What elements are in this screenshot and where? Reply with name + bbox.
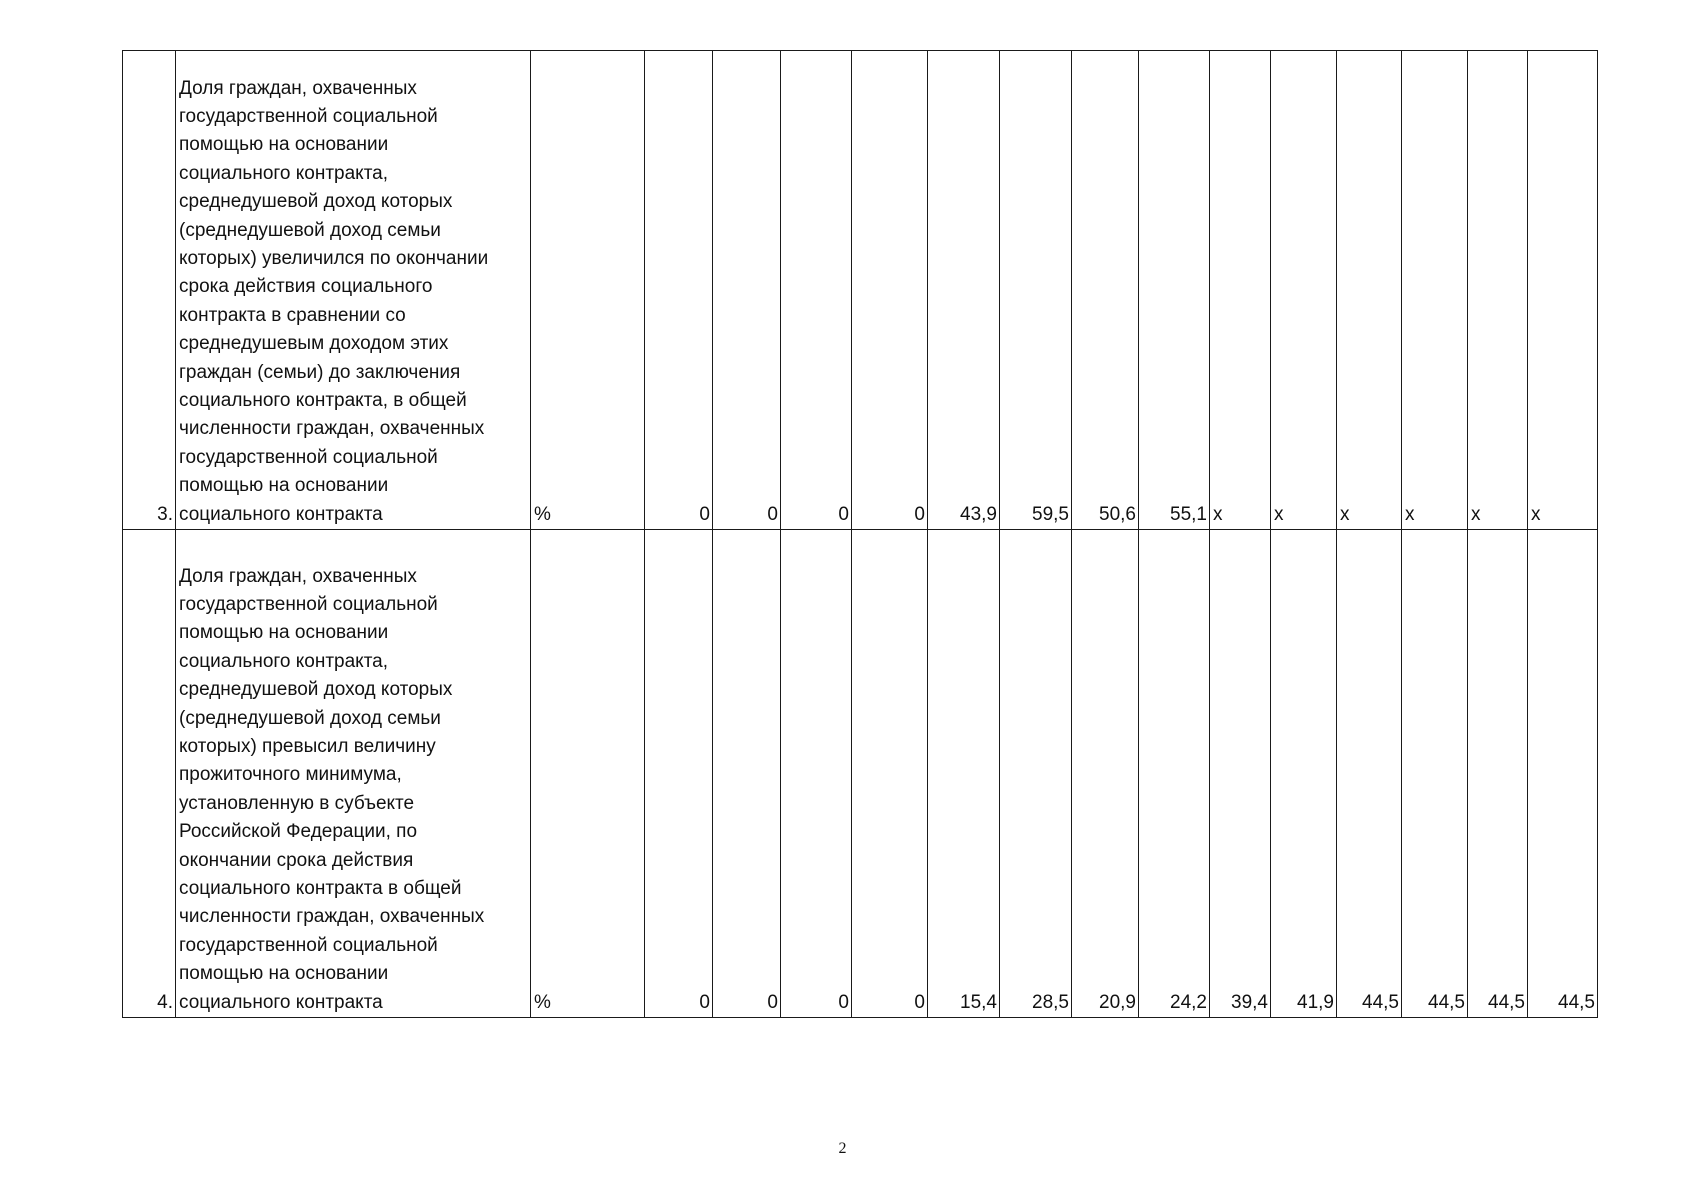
table-row xyxy=(123,530,1598,1018)
unit-cell: % xyxy=(531,51,645,530)
value-cell: 0 xyxy=(852,530,928,1018)
indicator-name-line: государственной социальной xyxy=(179,593,438,615)
value-cell: 44,5 xyxy=(1402,530,1468,1018)
value-cell: x xyxy=(1528,51,1598,530)
indicator-name-line: которых) превысил величину xyxy=(179,735,436,757)
value-cell: 44,5 xyxy=(1528,530,1598,1018)
indicator-name-line: помощью на основании xyxy=(179,622,389,644)
value-cell: x xyxy=(1271,51,1337,530)
indicator-table xyxy=(122,50,1598,1018)
row-number: 3. xyxy=(123,51,176,530)
unit-cell: % xyxy=(531,530,645,1018)
indicator-name-line: численности граждан, охваченных xyxy=(179,906,485,928)
indicator-name-line: граждан (семьи) до заключения xyxy=(179,361,461,383)
value-cell: x xyxy=(1402,51,1468,530)
row-number: 4. xyxy=(123,530,176,1018)
value-cell: 0 xyxy=(781,530,852,1018)
indicator-name-line: государственной социальной xyxy=(179,105,438,127)
value-cell: 0 xyxy=(852,51,928,530)
value-cell: 20,9 xyxy=(1072,530,1139,1018)
value-cell: 44,5 xyxy=(1337,530,1402,1018)
value-cell: 44,5 xyxy=(1468,530,1528,1018)
value-cell: 59,5 xyxy=(1000,51,1072,530)
value-cell: 0 xyxy=(645,530,713,1018)
indicator-name-line: Доля граждан, охваченных xyxy=(179,77,417,99)
value-cell: 0 xyxy=(713,51,781,530)
indicator-name-line: среднедушевой доход которых xyxy=(179,191,453,213)
indicator-name-line: государственной социальной xyxy=(179,934,438,956)
value-cell: 15,4 xyxy=(928,530,1000,1018)
indicator-name-line: среднедушевым доходом этих xyxy=(179,333,449,355)
value-cell: 28,5 xyxy=(1000,530,1072,1018)
indicator-name-line: среднедушевой доход которых xyxy=(179,679,453,701)
page-number: 2 xyxy=(838,1140,847,1157)
indicator-name-line: помощью на основании xyxy=(179,134,389,156)
indicator-name-line: срока действия социального xyxy=(179,276,433,298)
indicator-name-line: которых) увеличился по окончании xyxy=(179,247,489,269)
indicator-name-line: прожиточного минимума, xyxy=(179,764,402,786)
value-cell: x xyxy=(1468,51,1528,530)
indicator-name-line: (среднедушевой доход семьи xyxy=(179,707,441,729)
indicator-name-line: помощью на основании xyxy=(179,963,389,985)
indicator-name-line: помощью на основании xyxy=(179,475,389,497)
indicator-name-line: установленную в субъекте xyxy=(179,792,415,814)
value-cell: 39,4 xyxy=(1210,530,1271,1018)
value-cell: x xyxy=(1337,51,1402,530)
indicator-name xyxy=(176,530,531,1018)
value-cell: 0 xyxy=(781,51,852,530)
indicator-name-line: социального контракта в общей xyxy=(179,877,462,899)
value-cell: 0 xyxy=(713,530,781,1018)
table-row xyxy=(123,51,1598,530)
value-cell: 0 xyxy=(645,51,713,530)
value-cell: 41,9 xyxy=(1271,530,1337,1018)
value-cell: 50,6 xyxy=(1072,51,1139,530)
indicator-name xyxy=(176,51,531,530)
indicator-name-line: численности граждан, охваченных xyxy=(179,418,485,440)
value-cell: 43,9 xyxy=(928,51,1000,530)
indicator-name-line: социального контракта xyxy=(179,991,383,1013)
indicator-name-line: социального контракта xyxy=(179,503,383,525)
indicator-name-line: социального контракта, xyxy=(179,650,389,672)
indicator-name-line: государственной социальной xyxy=(179,446,438,468)
value-cell: x xyxy=(1210,51,1271,530)
value-cell: 24,2 xyxy=(1139,530,1210,1018)
indicator-name-line: социального контракта, xyxy=(179,162,389,184)
value-cell: 55,1 xyxy=(1139,51,1210,530)
indicator-name-line: окончании срока действия xyxy=(179,849,414,871)
indicator-name-line: контракта в сравнении со xyxy=(179,304,406,326)
indicator-name-line: социального контракта, в общей xyxy=(179,389,467,411)
indicator-name-line: Доля граждан, охваченных xyxy=(179,565,417,587)
indicator-name-line: Российской Федерации, по xyxy=(179,821,418,843)
indicator-name-line: (среднедушевой доход семьи xyxy=(179,219,441,241)
